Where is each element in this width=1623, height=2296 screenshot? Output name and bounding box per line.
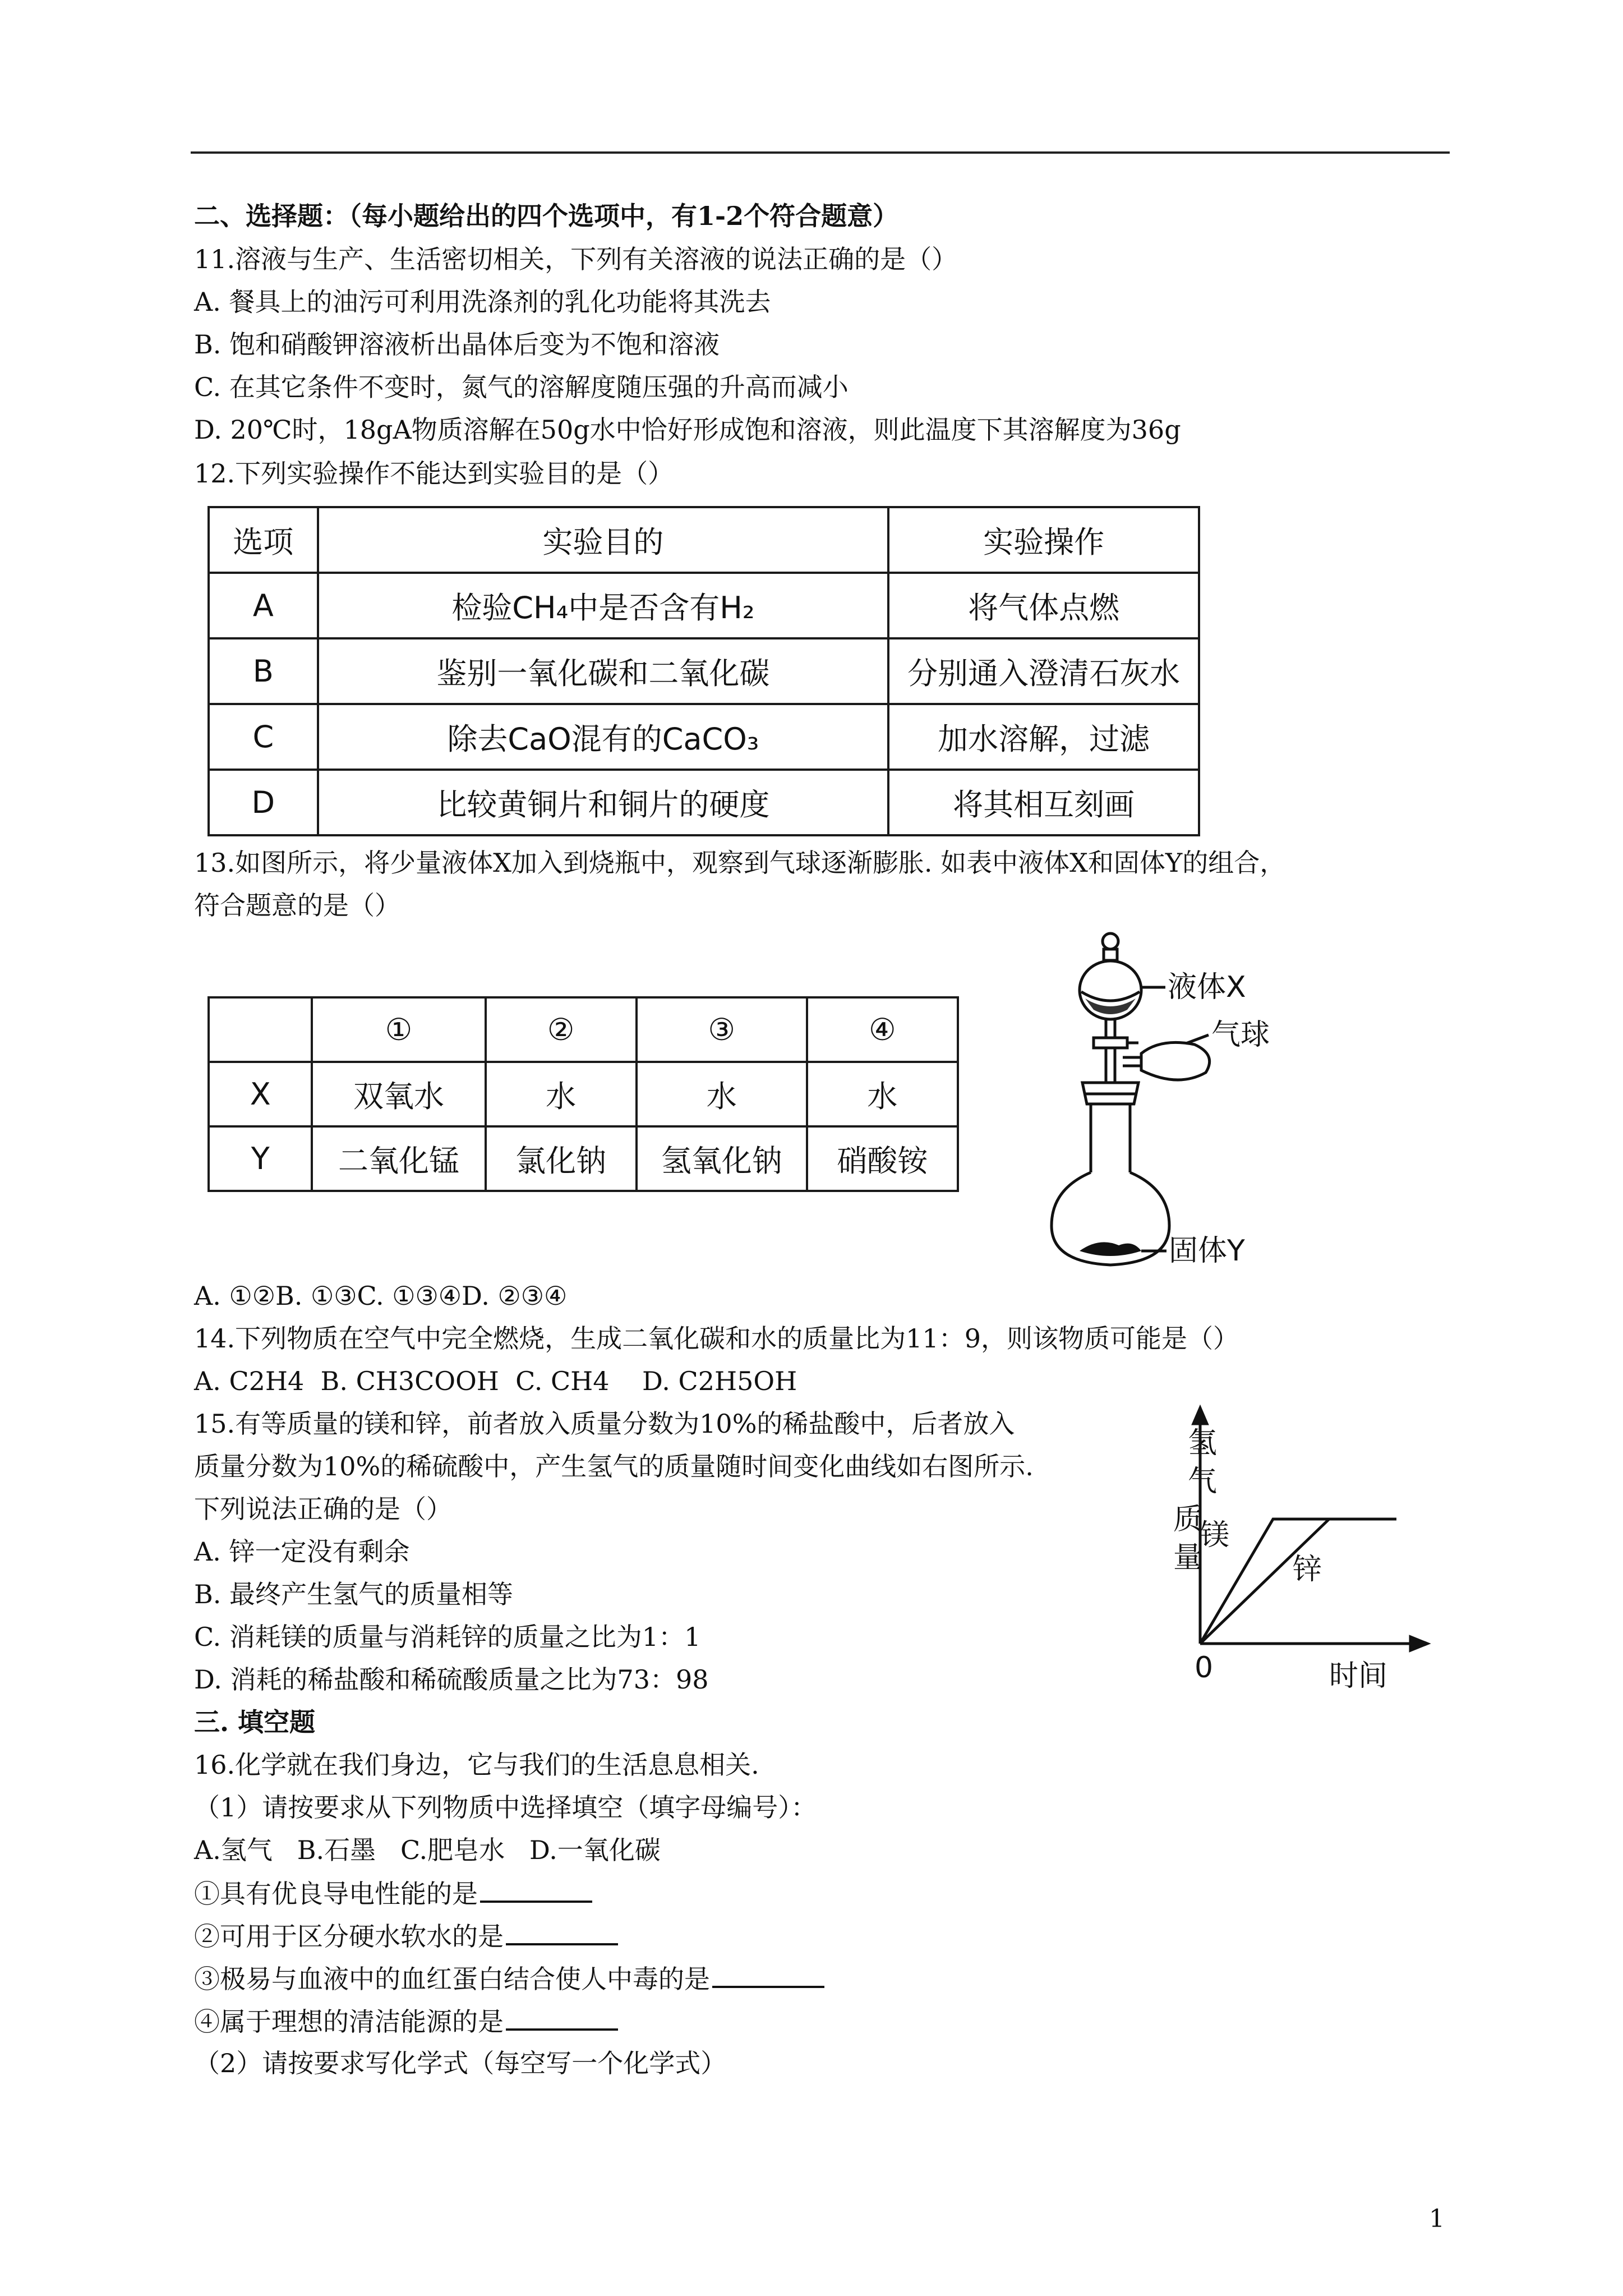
flask-apparatus-figure bbox=[1038, 926, 1307, 1273]
q15-option-c: C. 消耗镁的质量与消耗锌的质量之比为1：1 bbox=[194, 1622, 701, 1652]
table-cell: 水 bbox=[486, 1062, 637, 1126]
q13-table bbox=[208, 996, 959, 1192]
y-axis-arrow bbox=[1193, 1408, 1207, 1424]
answer-blank[interactable] bbox=[712, 1961, 824, 1988]
table-row bbox=[209, 704, 1199, 770]
answer-blank[interactable] bbox=[480, 1876, 592, 1903]
table-header-row bbox=[209, 997, 958, 1062]
table-cell: X bbox=[209, 1062, 312, 1126]
table-cell: 检验CH₄中是否含有H₂ bbox=[318, 573, 889, 638]
table-cell: 除去CaO混有的CaCO₃ bbox=[318, 704, 889, 770]
table-cell: 氯化钠 bbox=[486, 1126, 637, 1191]
q15-option-d: D. 消耗的稀盐酸和稀硫酸质量之比为73：98 bbox=[194, 1664, 709, 1695]
q16-blank-2 bbox=[194, 1918, 618, 1953]
origin-label: 0 bbox=[1195, 1651, 1214, 1685]
q14-options: A. C2H4 B. CH3COOH C. CH4 D. C2H5OH bbox=[194, 1366, 797, 1396]
table-cell: 分别通入澄清石灰水 bbox=[888, 638, 1199, 704]
q13-stem-line1: 13.如图所示，将少量液体X加入到烧瓶中，观察到气球逐渐膨胀. 如表中液体X和固体Y的组合， bbox=[194, 848, 1286, 878]
table-cell: A bbox=[209, 573, 318, 638]
label-balloon: 气球 bbox=[1211, 1018, 1270, 1052]
q13-options: A. ①②B. ①③C. ①③④D. ②③④ bbox=[194, 1281, 568, 1311]
q15-option-b: B. 最终产生氢气的质量相等 bbox=[194, 1579, 514, 1609]
blank-prompt: ①具有优良导电性能的是 bbox=[194, 1879, 478, 1909]
table-row bbox=[209, 770, 1199, 835]
table-cell: 硝酸铵 bbox=[807, 1126, 958, 1191]
header-cell bbox=[209, 997, 312, 1062]
header-cell: ① bbox=[312, 997, 485, 1062]
q11-option-d: D. 20℃时，18gA物质溶解在50g水中恰好形成饱和溶液，则此温度下其溶解度为36g bbox=[194, 415, 1181, 445]
table-cell: 水 bbox=[637, 1062, 807, 1126]
q15-stem-line2: 质量分数为10%的稀硫酸中，产生氢气的质量随时间变化曲线如右图所示. bbox=[194, 1451, 1034, 1481]
hydrogen-mass-graph bbox=[1138, 1397, 1453, 1711]
table-cell: 水 bbox=[807, 1062, 958, 1126]
q15-stem-line3: 下列说法正确的是（） bbox=[194, 1494, 452, 1524]
q16-blank-3 bbox=[194, 1961, 824, 1996]
table-cell: 二氧化锰 bbox=[312, 1126, 485, 1191]
table-row bbox=[209, 1126, 958, 1191]
q12-stem: 12.下列实验操作不能达到实验目的是（） bbox=[194, 458, 674, 489]
page-number: 1 bbox=[1429, 2205, 1445, 2233]
header-cell: 实验操作 bbox=[888, 507, 1199, 573]
table-cell: C bbox=[209, 704, 318, 770]
table-cell: 比较黄铜片和铜片的硬度 bbox=[318, 770, 889, 835]
header-rule bbox=[191, 151, 1450, 154]
section2-title: 二、选择题：（每小题给出的四个选项中，有1-2个符合题意） bbox=[194, 201, 899, 231]
section3-title: 三. 填空题 bbox=[194, 1707, 316, 1737]
q15-stem-line1: 15.有等质量的镁和锌，前者放入质量分数为10%的稀盐酸中，后者放入 bbox=[194, 1409, 1015, 1439]
q15-option-a: A. 锌一定没有剩余 bbox=[194, 1536, 410, 1567]
header-cell: 选项 bbox=[209, 507, 318, 573]
q16-stem: 16.化学就在我们身边，它与我们的生活息息相关. bbox=[194, 1750, 759, 1780]
y-axis-label-char-4: 量 bbox=[1173, 1541, 1203, 1575]
header-cell: ④ bbox=[807, 997, 958, 1062]
table-cell: 双氧水 bbox=[312, 1062, 485, 1126]
table-cell: 将气体点燃 bbox=[888, 573, 1199, 638]
q11-option-a: A. 餐具上的油污可利用洗涤剂的乳化功能将其洗去 bbox=[194, 287, 771, 317]
y-axis-label-char-1: 氢 bbox=[1188, 1427, 1218, 1460]
label-solid-y: 固体Y bbox=[1169, 1234, 1245, 1268]
q16-part1: （1）请按要求从下列物质中选择填空（填字母编号）： bbox=[194, 1792, 817, 1823]
q13-stem-line2: 符合题意的是（） bbox=[194, 890, 400, 921]
table-cell: 将其相互刻画 bbox=[888, 770, 1199, 835]
table-row bbox=[209, 638, 1199, 704]
header-cell: 实验目的 bbox=[318, 507, 889, 573]
label-liquid-x: 液体X bbox=[1168, 970, 1246, 1004]
q16-blank-4 bbox=[194, 2004, 618, 2039]
answer-blank[interactable] bbox=[506, 1918, 618, 1945]
series-label-zn: 锌 bbox=[1293, 1553, 1322, 1586]
x-axis-label: 时间 bbox=[1329, 1659, 1388, 1693]
table-cell: B bbox=[209, 638, 318, 704]
header-cell: ③ bbox=[637, 997, 807, 1062]
blank-prompt: ③极易与血液中的血红蛋白结合使人中毒的是 bbox=[194, 1964, 710, 1994]
table-row bbox=[209, 573, 1199, 638]
table-header-row bbox=[209, 507, 1199, 573]
y-axis-label-char-3: 质 bbox=[1173, 1503, 1203, 1536]
table-cell: 加水溶解，过滤 bbox=[888, 704, 1199, 770]
q16-blank-1 bbox=[194, 1876, 592, 1911]
q11-stem: 11.溶液与生产、生活密切相关，下列有关溶液的说法正确的是（） bbox=[194, 244, 958, 274]
q11-option-b: B. 饱和硝酸钾溶液析出晶体后变为不饱和溶液 bbox=[194, 329, 720, 360]
x-axis-arrow bbox=[1410, 1637, 1427, 1650]
q16-choices: A.氢气 B.石墨 C.肥皂水 D.一氧化碳 bbox=[194, 1835, 661, 1865]
table-cell: D bbox=[209, 770, 318, 835]
table-cell: 鉴别一氧化碳和二氧化碳 bbox=[318, 638, 889, 704]
q16-part2: （2）请按要求写化学式（每空写一个化学式） bbox=[194, 2048, 727, 2078]
table-row bbox=[209, 1062, 958, 1126]
series-label-mg: 镁 bbox=[1200, 1519, 1230, 1552]
y-axis-label-char-2: 气 bbox=[1188, 1465, 1218, 1498]
header-cell: ② bbox=[486, 997, 637, 1062]
blank-prompt: ②可用于区分硬水软水的是 bbox=[194, 1921, 504, 1952]
q12-table bbox=[208, 506, 1200, 836]
q11-option-c: C. 在其它条件不变时，氮气的溶解度随压强的升高而减小 bbox=[194, 372, 849, 402]
answer-blank[interactable] bbox=[506, 2004, 618, 2031]
blank-prompt: ④属于理想的清洁能源的是 bbox=[194, 2007, 504, 2037]
table-cell: Y bbox=[209, 1126, 312, 1191]
table-cell: 氢氧化钠 bbox=[637, 1126, 807, 1191]
q14-stem: 14.下列物质在空气中完全燃烧，生成二氧化碳和水的质量比为11：9，则该物质可能是（） bbox=[194, 1323, 1239, 1354]
